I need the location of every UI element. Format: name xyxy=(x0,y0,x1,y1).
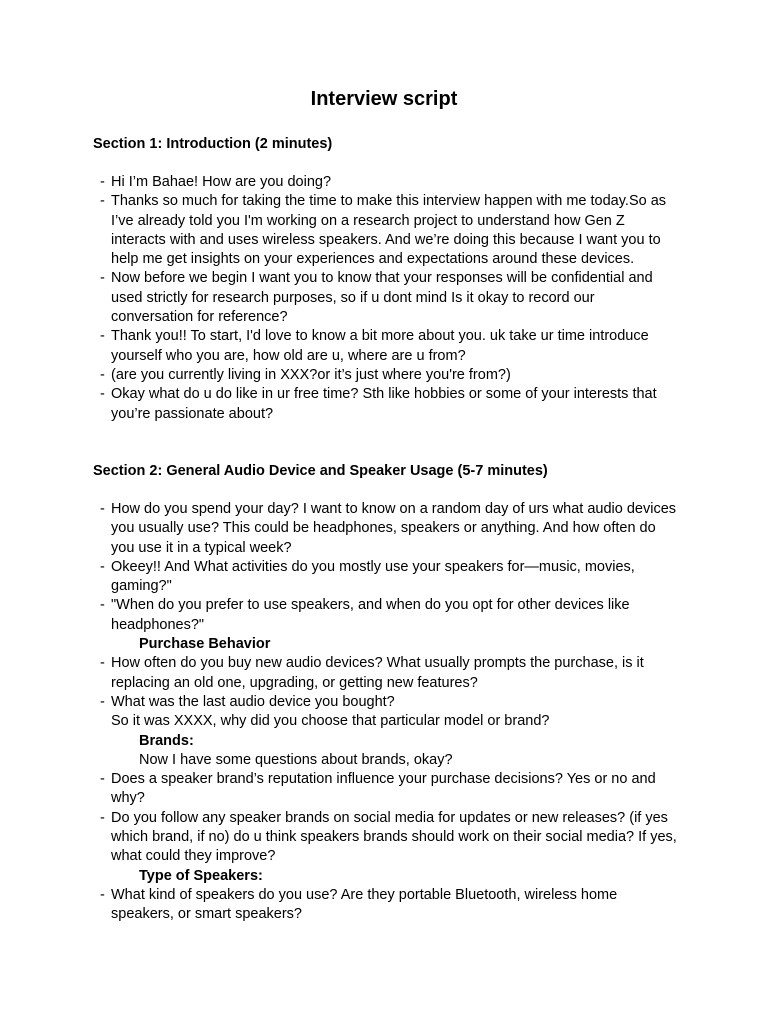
list-item: - Okeey!! And What activities do you mostly use your speakers for—music, movies, gaming?" xyxy=(100,558,635,595)
list-item: - "When do you prefer to use speakers, and when do you opt for other devices like headphones?" xyxy=(100,597,630,633)
list-item: - Okay what do u do like in ur free time? Sth like hobbies or some of your interests that you’re passionate about? xyxy=(100,386,657,422)
purchase-behavior-subheading: Purchase Behavior xyxy=(139,636,271,653)
list-item: - Thanks so much for taking the time to make this interview happen with me today.So as I’ve already told you I'm working on a research project to understand how Gen Z interacts with and uses wireless speakers. And we’re doing this because I want you to help me get insights on your experiences and expectations around these devices. xyxy=(100,193,667,268)
list-item: - Now before we begin I want you to know that your responses will be confidential and used strictly for research purposes, so if u dont mind Is it okay to record our conversation for reference? xyxy=(100,270,653,326)
page-title: Interview script xyxy=(310,88,458,110)
purchase-followup-text: So it was XXXX, why did you choose that particular model or brand? xyxy=(111,713,550,730)
list-item: - Does a speaker brand’s reputation influence your purchase decisions? Yes or no and why? xyxy=(100,771,656,807)
list-item: - What kind of speakers do you use? Are they portable Bluetooth, wireless home speakers, or smart speakers? xyxy=(100,886,618,923)
section-2-heading: Section 2: General Audio Device and Speaker Usage (5-7 minutes) xyxy=(93,463,548,479)
section-1-heading: Section 1: Introduction (2 minutes) xyxy=(93,136,333,152)
section-2-list xyxy=(100,500,680,925)
list-item: - (are you currently living in XXX?or it’s just where you're from?) xyxy=(100,366,511,383)
list-item: - Hi I’m Bahae! How are you doing? xyxy=(100,174,332,190)
list-item: - Do you follow any speaker brands on social media for updates or new releases? (if yes which brand, if no) do u think speakers brands should work on their social media? If yes, what could they improve? xyxy=(100,809,677,865)
brands-intro-text: Now I have some questions about brands, okay? xyxy=(139,751,453,768)
list-item: - Thank you!! To start, I'd love to know a bit more about you. uk take ur time introduce yourself who you are, how old are u, where are u from? xyxy=(100,328,649,364)
list-item: - What was the last audio device you bought? xyxy=(100,693,395,710)
brands-subheading: Brands: xyxy=(139,732,194,749)
list-item: - How often do you buy new audio devices? What usually prompts the purchase, is it replacing an old one, upgrading, or getting new features? xyxy=(100,655,644,691)
type-of-speakers-subheading: Type of Speakers: xyxy=(139,867,263,884)
section-1-list xyxy=(100,173,680,424)
list-item: - How do you spend your day? I want to know on a random day of urs what audio devices you usually use? This could be headphones, speakers or anything. And how often do you use it in a typical week? xyxy=(100,501,677,556)
